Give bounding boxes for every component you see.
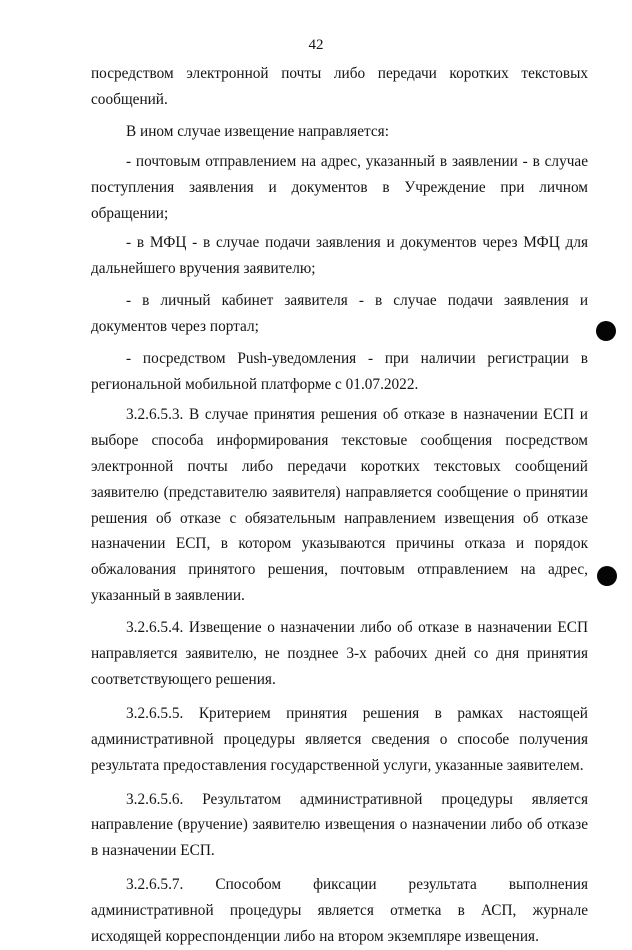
list-item-postal: - почтовым отправлением на адрес, указанный в заявлении - в случае поступления заявления и документов в Учреждение при личном обращении; (91, 152, 588, 222)
paragraph-continuation: посредством электронной почты либо передачи коротких текстовых сообщений. (91, 65, 588, 108)
clause-3-2-6-5-5: 3.2.6.5.5. Критерием принятия решения в рамках настоящей административной процедуры является сведения о способе получения результата предоставления государственной услуги, указанные заявителем. (91, 704, 588, 774)
document-body (91, 61, 588, 950)
paragraph-notice-intro: В ином случае извещение направляется: (126, 122, 389, 140)
list-item-cabinet: - в личный кабинет заявителя - в случае подачи заявления и документов через портал; (91, 292, 588, 336)
punch-hole-mark (596, 321, 616, 341)
page-number: 42 (308, 37, 324, 53)
list-item-push: - посредством Push-уведомления - при наличии регистрации в региональной мобильной платформе с 01.07.2022. (91, 350, 588, 393)
punch-hole-mark (597, 566, 617, 586)
clause-3-2-6-5-7: 3.2.6.5.7. Способом фиксации результата выполнения административной процедуры является отметка в АСП, журнале исходящей корреспонденции либо на втором экземпляре извещения. (91, 876, 588, 946)
clause-3-2-6-5-6: 3.2.6.5.6. Результатом административной процедуры является направление (вручение) заявителю извещения о назначении либо об отказе в назначении ЕСП. (91, 790, 588, 860)
clause-3-2-6-5-4: 3.2.6.5.4. Извещение о назначении либо об отказе в назначении ЕСП направляется заявителю, не позднее 3-х рабочих дней со дня принятия соответствующего решения. (91, 619, 588, 688)
list-item-mfc: - в МФЦ - в случае подачи заявления и документов через МФЦ для дальнейшего вручения заявителю; (91, 234, 588, 278)
clause-3-2-6-5-3: 3.2.6.5.3. В случае принятия решения об отказе в назначении ЕСП и выборе способа информирования текстовые сообщения посредством электронной почты либо передачи коротких текстовых сообщений заявителю (представителю заявителя) направляется сообщение о принятии решения об отказе с обязательным направлением извещения об отказе назначении ЕСП, в котором указываются причины отказа и порядок обжалования принятого решения, почтовым отправлением на адрес, указанный в заявлении. (91, 405, 588, 605)
